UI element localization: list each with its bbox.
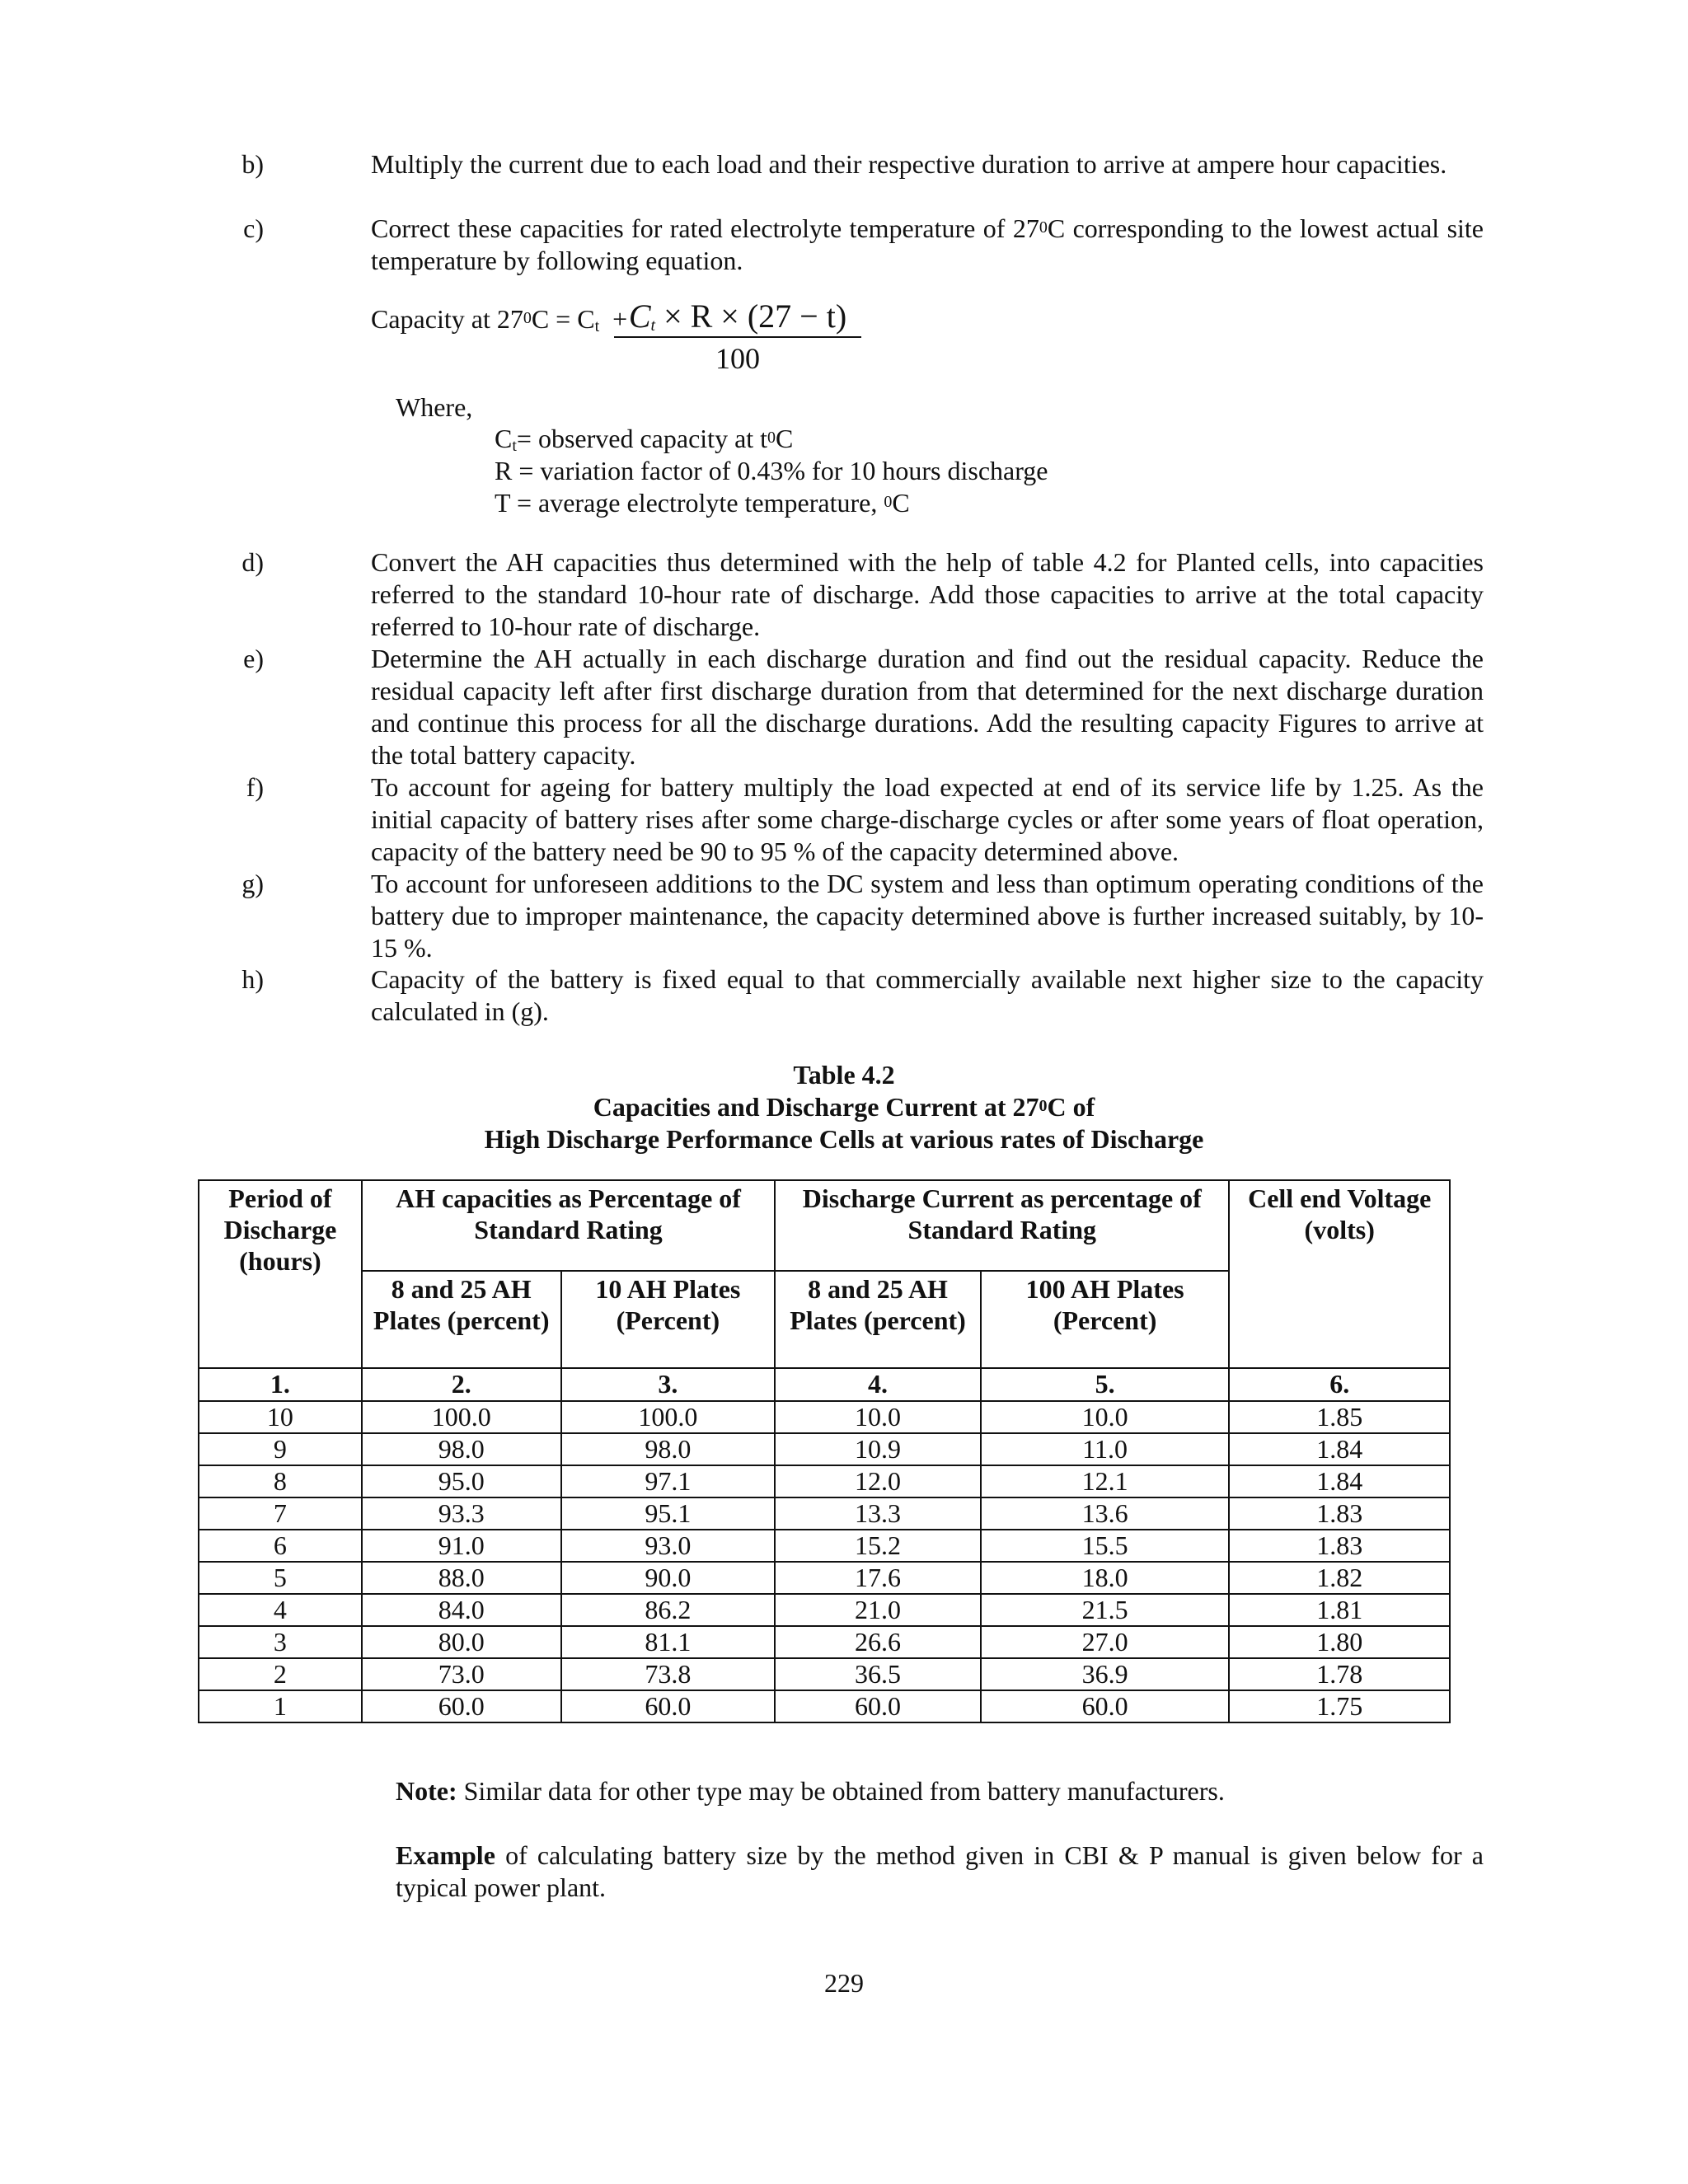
table-row — [199, 1658, 1450, 1690]
table-cell: 18.0 — [981, 1562, 1230, 1594]
table-cell: 27.0 — [981, 1626, 1230, 1658]
definition-ct: $C_t=$ observed capacity at $t^0C$ — [495, 424, 794, 455]
table-cell: 60.0 — [561, 1690, 776, 1722]
table-cell: 10.9 — [775, 1433, 981, 1465]
item-text: To account for ageing for battery multiply the load expected at end of its service life by 1.25. As the initial capacity of battery rises after some charge-discharge cycles or after some years of float operation, capacity of the battery need be 90 to 95 % of the capacity determined above. — [371, 772, 1484, 866]
table-cell: 3 — [199, 1626, 362, 1658]
table-cell: 1.81 — [1229, 1594, 1450, 1626]
table-row — [199, 1690, 1450, 1722]
item-label: h) — [241, 964, 264, 994]
table-cell: 100.0 — [561, 1401, 776, 1433]
list-item-g — [241, 868, 1484, 964]
list-item-d — [241, 546, 1484, 643]
item-label: f) — [246, 772, 264, 802]
table-cell: 86.2 — [561, 1594, 776, 1626]
table-cell: 81.1 — [561, 1626, 776, 1658]
table-cell: 12.1 — [981, 1465, 1230, 1497]
subheader-ah-10: 10 AH Plates (Percent) — [561, 1271, 776, 1368]
item-label: g) — [241, 869, 264, 898]
item-label: d) — [241, 547, 264, 577]
table-cell: 73.8 — [561, 1658, 776, 1690]
list-item-c — [243, 213, 1484, 277]
table-cell: 95.1 — [561, 1497, 776, 1530]
equation-denominator: 100 — [715, 342, 760, 375]
subheader-ah-8-25: 8 and 25 AH Plates (percent) — [362, 1271, 561, 1368]
list-item-b — [241, 148, 1484, 180]
table-cell: 1 — [199, 1690, 362, 1722]
definition-t: T = average electrolyte temperature, $^0$C — [495, 488, 910, 518]
table-cell: 12.0 — [775, 1465, 981, 1497]
table-cell: 36.5 — [775, 1658, 981, 1690]
equation-fraction — [614, 297, 861, 379]
item-label: c) — [243, 213, 264, 243]
header-ah-capacities: AH capacities as Percentage of Standard Rating — [362, 1180, 775, 1271]
table-cell: 90.0 — [561, 1562, 776, 1594]
table-cell: 21.5 — [981, 1594, 1230, 1626]
table-row — [199, 1497, 1450, 1530]
table-row — [199, 1465, 1450, 1497]
discharge-table — [198, 1179, 1451, 1723]
table-cell: 88.0 — [362, 1562, 561, 1594]
item-text: Multiply the current due to each load and their respective duration to arrive at ampere hour capacities. — [371, 149, 1447, 179]
table-cell: 36.9 — [981, 1658, 1230, 1690]
item-text: Convert the AH capacities thus determined with the help of table 4.2 for Planted cells, into capacities referred to the standard 10-hour rate of discharge. Add those capacities to arrive at the total capacity referred to 10-hour rate of discharge. — [371, 547, 1484, 641]
table-cell: 15.5 — [981, 1530, 1230, 1562]
table-cell: 10.0 — [775, 1401, 981, 1433]
table-cell: 5 — [199, 1562, 362, 1594]
list-item-e — [243, 643, 1484, 771]
table-cell: 8 — [199, 1465, 362, 1497]
page-number: 229 — [824, 1968, 864, 1998]
table-cell: 13.6 — [981, 1497, 1230, 1530]
table-cell: 60.0 — [775, 1690, 981, 1722]
item-text: To account for unforeseen additions to the DC system and less than optimum operating conditions of the battery due to improper maintenance, the capacity determined above is further increased suitably, by 10-15 %. — [371, 869, 1484, 963]
table-cell: 2 — [199, 1658, 362, 1690]
table-cell: 17.6 — [775, 1562, 981, 1594]
table-row — [199, 1530, 1450, 1562]
table-subtitle-2: High Discharge Performance Cells at various rates of Discharge — [484, 1124, 1204, 1154]
header-period: Period of Discharge (hours) — [199, 1180, 362, 1368]
table-row — [199, 1626, 1450, 1658]
table-cell: 1.84 — [1229, 1465, 1450, 1497]
table-cell: 91.0 — [362, 1530, 561, 1562]
table-cell: 26.6 — [775, 1626, 981, 1658]
subheader-dc-8-25: 8 and 25 AH Plates (percent) — [775, 1271, 981, 1368]
table-title: Table 4.2 — [793, 1060, 895, 1090]
definition-r: R = variation factor of 0.43% for 10 hours discharge — [495, 456, 1048, 485]
table-note: Note: Similar data for other type may be obtained from battery manufacturers. — [396, 1776, 1225, 1806]
table-cell: 73.0 — [362, 1658, 561, 1690]
equation-numerator: $C_t \times R \times (27 - t)$ — [614, 297, 861, 338]
table-row — [199, 1594, 1450, 1626]
table-row — [199, 1433, 1450, 1465]
table-cell: 1.75 — [1229, 1690, 1450, 1722]
table-cell: 98.0 — [561, 1433, 776, 1465]
table-cell: 10.0 — [981, 1401, 1230, 1433]
table-row — [199, 1562, 1450, 1594]
item-text: Capacity of the battery is fixed equal to that commercially available next higher size to the capacity calculated in (g). — [371, 964, 1484, 1026]
table-cell: 21.0 — [775, 1594, 981, 1626]
table-cell: 60.0 — [362, 1690, 561, 1722]
capacity-equation — [371, 298, 847, 375]
table-cell: 15.2 — [775, 1530, 981, 1562]
table-cell: 11.0 — [981, 1433, 1230, 1465]
table-cell: 93.3 — [362, 1497, 561, 1530]
table-cell: 97.1 — [561, 1465, 776, 1497]
table-cell: 6 — [199, 1530, 362, 1562]
where-label: Where, — [396, 392, 473, 422]
table-cell: 10 — [199, 1401, 362, 1433]
table-cell: 7 — [199, 1497, 362, 1530]
item-label: b) — [241, 149, 264, 179]
header-cell-end-voltage: Cell end Voltage (volts) — [1229, 1180, 1450, 1368]
list-item-h — [241, 963, 1484, 1028]
table-cell: 98.0 — [362, 1433, 561, 1465]
equation-lhs: Capacity at $27^0C = C_t$ + — [371, 304, 628, 335]
table-cell: 60.0 — [981, 1690, 1230, 1722]
table-cell: 1.83 — [1229, 1497, 1450, 1530]
table-cell: 1.78 — [1229, 1658, 1450, 1690]
subheader-dc-100: 100 AH Plates (Percent) — [981, 1271, 1230, 1368]
table-cell: 1.84 — [1229, 1433, 1450, 1465]
table-cell: 1.80 — [1229, 1626, 1450, 1658]
column-number-row: 1. 2. 3. 4. 5. 6. — [199, 1368, 1450, 1401]
table-cell: 1.82 — [1229, 1562, 1450, 1594]
item-text: Determine the AH actually in each discharge duration and find out the residual capacity. Reduce the residual capacity left after first discharge duration from that determined for the next discharge duration and continue this process for all the discharge durations. Add the resulting capacity Figures to arrive at the total battery capacity. — [371, 644, 1484, 770]
item-text: Correct these capacities for rated electrolyte temperature of $27^0C$ corresponding to the lowest actual site temperature by following equation. — [371, 213, 1484, 275]
table-cell: 9 — [199, 1433, 362, 1465]
table-cell: 100.0 — [362, 1401, 561, 1433]
table-cell: 80.0 — [362, 1626, 561, 1658]
table-row — [199, 1401, 1450, 1433]
table-cell: 1.83 — [1229, 1530, 1450, 1562]
item-label: e) — [243, 644, 264, 673]
example-paragraph: Example of calculating battery size by the method given in CBI & P manual is given below for a typical power plant. — [396, 1840, 1484, 1902]
variable-definitions — [495, 423, 1048, 519]
table-cell: 95.0 — [362, 1465, 561, 1497]
table-cell: 1.85 — [1229, 1401, 1450, 1433]
table-cell: 84.0 — [362, 1594, 561, 1626]
table-subtitle: Capacities and Discharge Current at $27^0C$ of — [593, 1092, 1095, 1122]
table-cell: 13.3 — [775, 1497, 981, 1530]
list-item-f — [246, 771, 1484, 868]
header-discharge-current: Discharge Current as percentage of Standard Rating — [775, 1180, 1229, 1271]
table-cell: 4 — [199, 1594, 362, 1626]
table-cell: 93.0 — [561, 1530, 776, 1562]
